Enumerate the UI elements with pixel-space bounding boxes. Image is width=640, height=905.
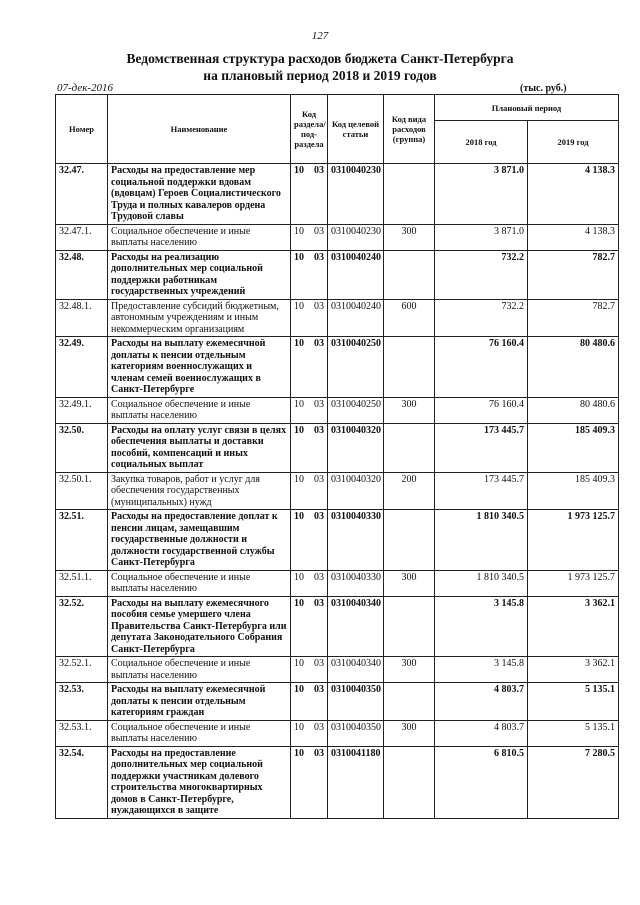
- row-expense-type: [384, 337, 435, 398]
- row-subsection: 03: [314, 165, 324, 176]
- row-subsection: 03: [314, 398, 324, 410]
- row-expense-type: 300: [384, 720, 435, 746]
- row-amount-2018: 4 803.7: [435, 683, 528, 721]
- row-number: 32.47.1.: [56, 224, 108, 250]
- row-name: Расходы на предоставление дополнительных мер социальной поддержки участникам долевого строительства многоквартирных домов в Санкт-Петербурге, нуждающихся в защите: [108, 746, 291, 818]
- table-row: [56, 250, 619, 299]
- row-amount-2019: 185 409.3: [528, 472, 619, 510]
- row-section-code: [291, 570, 328, 596]
- header-planned: Плановый период: [435, 95, 619, 121]
- row-subsection: 03: [314, 747, 324, 759]
- header-number: Номер: [56, 95, 108, 164]
- units-label: (тыс. руб.): [520, 83, 567, 94]
- row-name: Расходы на предоставление мер социальной поддержки вдовам (вдовцам) Героев Социалистического Труда и полных кавалеров ордена Трудовой славы: [108, 164, 291, 225]
- row-number: 32.52.1.: [56, 657, 108, 683]
- row-section: 10: [294, 300, 304, 312]
- row-name: Социальное обеспечение и иные выплаты населению: [108, 397, 291, 423]
- row-section: 10: [294, 597, 304, 609]
- row-target-code: 0310040230: [328, 164, 384, 225]
- row-name: Социальное обеспечение и иные выплаты населению: [108, 657, 291, 683]
- row-target-code: 0310040240: [328, 250, 384, 299]
- row-number: 32.50.: [56, 423, 108, 472]
- row-target-code: 0310040320: [328, 423, 384, 472]
- row-number: 32.49.: [56, 337, 108, 398]
- table-row: [56, 596, 619, 657]
- row-number: 32.48.1.: [56, 299, 108, 337]
- row-amount-2018: 3 145.8: [435, 596, 528, 657]
- row-target-code: 0310041180: [328, 746, 384, 818]
- row-name: Расходы на оплату услуг связи в целях обеспечения выплаты и доставки пособий, компенсаций и иных социальных выплат: [108, 423, 291, 472]
- row-subsection: 03: [314, 338, 324, 349]
- row-section: 10: [294, 571, 304, 583]
- row-subsection: 03: [314, 571, 324, 583]
- table-row: [56, 720, 619, 746]
- row-target-code: 0310040340: [328, 657, 384, 683]
- row-section: 10: [294, 721, 304, 733]
- row-name: Расходы на выплату ежемесячного пособия семье умершего члена Правительства Санкт-Петербурга или депутата Законодательного Собрания Санкт-Петербурга: [108, 596, 291, 657]
- row-expense-type: [384, 510, 435, 571]
- row-section: 10: [294, 225, 304, 237]
- row-expense-type: [384, 164, 435, 225]
- row-amount-2019: 185 409.3: [528, 423, 619, 472]
- table-row: [56, 570, 619, 596]
- row-amount-2018: 1 810 340.5: [435, 570, 528, 596]
- row-amount-2018: 4 803.7: [435, 720, 528, 746]
- header-section: Код раздела/ под-раздела: [291, 95, 328, 164]
- row-section: 10: [294, 251, 304, 263]
- row-amount-2019: 3 362.1: [528, 657, 619, 683]
- row-amount-2018: 76 160.4: [435, 337, 528, 398]
- row-amount-2018: 1 810 340.5: [435, 510, 528, 571]
- row-number: 32.49.1.: [56, 397, 108, 423]
- table-row: [56, 657, 619, 683]
- row-section-code: [291, 337, 328, 398]
- document-date: 07-дек-2016: [57, 82, 114, 94]
- table-body: [56, 164, 619, 819]
- table-row: [56, 746, 619, 818]
- row-section: 10: [294, 658, 304, 669]
- row-name: Закупка товаров, работ и услуг для обеспечения государственных (муниципальных) нужд: [108, 472, 291, 510]
- row-expense-type: [384, 423, 435, 472]
- row-name: Социальное обеспечение и иные выплаты населению: [108, 570, 291, 596]
- table-row: [56, 337, 619, 398]
- row-target-code: 0310040320: [328, 472, 384, 510]
- row-number: 32.51.1.: [56, 570, 108, 596]
- row-section-code: [291, 472, 328, 510]
- row-amount-2018: 6 810.5: [435, 746, 528, 818]
- row-expense-type: 300: [384, 224, 435, 250]
- row-section: 10: [294, 165, 304, 176]
- row-section: 10: [294, 684, 304, 695]
- row-expense-type: [384, 596, 435, 657]
- header-name: Наименование: [108, 95, 291, 164]
- row-number: 32.50.1.: [56, 472, 108, 510]
- table-row: [56, 510, 619, 571]
- row-expense-type: [384, 746, 435, 818]
- title-line-1: Ведомственная структура расходов бюджета Санкт-Петербурга: [126, 51, 514, 66]
- row-name: Социальное обеспечение и иные выплаты населению: [108, 224, 291, 250]
- row-number: 32.48.: [56, 250, 108, 299]
- row-section: 10: [294, 473, 304, 485]
- row-section: 10: [294, 424, 304, 436]
- row-number: 32.52.: [56, 596, 108, 657]
- row-target-code: 0310040230: [328, 224, 384, 250]
- row-section-code: [291, 423, 328, 472]
- row-target-code: 0310040330: [328, 570, 384, 596]
- row-amount-2018: 3 871.0: [435, 224, 528, 250]
- row-expense-type: 300: [384, 570, 435, 596]
- row-amount-2018: 732.2: [435, 299, 528, 337]
- row-subsection: 03: [314, 473, 324, 485]
- row-amount-2019: 80 480.6: [528, 337, 619, 398]
- row-section-code: [291, 224, 328, 250]
- row-number: 32.53.1.: [56, 720, 108, 746]
- row-target-code: 0310040250: [328, 397, 384, 423]
- row-name: Расходы на выплату ежемесячной доплаты к пенсии отдельным категориям граждан: [108, 683, 291, 721]
- row-target-code: 0310040240: [328, 299, 384, 337]
- budget-table: [55, 94, 619, 819]
- row-subsection: 03: [314, 424, 324, 436]
- row-amount-2019: 1 973 125.7: [528, 510, 619, 571]
- row-amount-2018: 3 145.8: [435, 657, 528, 683]
- page-number: 127: [311, 30, 329, 42]
- row-amount-2019: 782.7: [528, 299, 619, 337]
- row-section-code: [291, 299, 328, 337]
- row-target-code: 0310040250: [328, 337, 384, 398]
- table-row: [56, 683, 619, 721]
- row-section: 10: [294, 511, 304, 522]
- row-expense-type: 200: [384, 472, 435, 510]
- row-section-code: [291, 250, 328, 299]
- row-expense-type: 300: [384, 397, 435, 423]
- row-section-code: [291, 720, 328, 746]
- row-section-code: [291, 397, 328, 423]
- row-section: 10: [294, 398, 304, 410]
- row-name: Расходы на реализацию дополнительных мер социальной поддержки работникам государственных учреждений: [108, 250, 291, 299]
- row-subsection: 03: [314, 721, 324, 733]
- row-amount-2019: 782.7: [528, 250, 619, 299]
- row-amount-2018: 3 871.0: [435, 164, 528, 225]
- row-amount-2019: 80 480.6: [528, 397, 619, 423]
- header-expense-type: Код вида расходов (группа): [384, 95, 435, 164]
- row-name: Предоставление субсидий бюджетным, автономным учреждениям и иным некоммерческим организациям: [108, 299, 291, 337]
- row-target-code: 0310040350: [328, 720, 384, 746]
- row-amount-2018: 173 445.7: [435, 423, 528, 472]
- header-2018: 2018 год: [435, 121, 528, 164]
- row-number: 32.47.: [56, 164, 108, 225]
- row-section-code: [291, 164, 328, 225]
- table-row: [56, 224, 619, 250]
- row-target-code: 0310040340: [328, 596, 384, 657]
- row-amount-2018: 173 445.7: [435, 472, 528, 510]
- row-subsection: 03: [314, 251, 324, 263]
- row-section-code: [291, 657, 328, 683]
- row-amount-2019: 7 280.5: [528, 746, 619, 818]
- row-number: 32.54.: [56, 746, 108, 818]
- row-name: Расходы на выплату ежемесячной доплаты к пенсии отдельным категориям военнослужащих и членам семей военнослужащих в Санкт-Петербурге: [108, 337, 291, 398]
- row-subsection: 03: [314, 300, 324, 312]
- row-expense-type: [384, 683, 435, 721]
- row-name: Социальное обеспечение и иные выплаты населению: [108, 720, 291, 746]
- row-section-code: [291, 746, 328, 818]
- row-expense-type: 300: [384, 657, 435, 683]
- row-subsection: 03: [314, 684, 324, 695]
- row-expense-type: 600: [384, 299, 435, 337]
- row-subsection: 03: [314, 511, 324, 522]
- table-row: [56, 472, 619, 510]
- title-line-2: на плановый период 2018 и 2019 годов: [203, 68, 437, 83]
- document-title: [0, 50, 640, 84]
- row-subsection: 03: [314, 225, 324, 237]
- row-amount-2019: 3 362.1: [528, 596, 619, 657]
- row-target-code: 0310040330: [328, 510, 384, 571]
- row-section-code: [291, 510, 328, 571]
- row-subsection: 03: [314, 597, 324, 609]
- row-amount-2019: 5 135.1: [528, 683, 619, 721]
- row-number: 32.53.: [56, 683, 108, 721]
- row-expense-type: [384, 250, 435, 299]
- row-subsection: 03: [314, 658, 324, 669]
- row-amount-2019: 4 138.3: [528, 164, 619, 225]
- row-amount-2018: 732.2: [435, 250, 528, 299]
- row-section-code: [291, 596, 328, 657]
- row-amount-2018: 76 160.4: [435, 397, 528, 423]
- table-row: [56, 299, 619, 337]
- row-section: 10: [294, 338, 304, 349]
- row-target-code: 0310040350: [328, 683, 384, 721]
- row-section-code: [291, 683, 328, 721]
- table-row: [56, 423, 619, 472]
- header-target: Код целевой статьи: [328, 95, 384, 164]
- row-name: Расходы на предоставление доплат к пенсии лицам, замещавшим государственные должности и должности государственной службы Санкт-Петербурга: [108, 510, 291, 571]
- header-2019: 2019 год: [528, 121, 619, 164]
- row-amount-2019: 5 135.1: [528, 720, 619, 746]
- row-section: 10: [294, 747, 304, 759]
- row-number: 32.51.: [56, 510, 108, 571]
- row-amount-2019: 1 973 125.7: [528, 570, 619, 596]
- table-row: [56, 397, 619, 423]
- row-amount-2019: 4 138.3: [528, 224, 619, 250]
- table-row: [56, 164, 619, 225]
